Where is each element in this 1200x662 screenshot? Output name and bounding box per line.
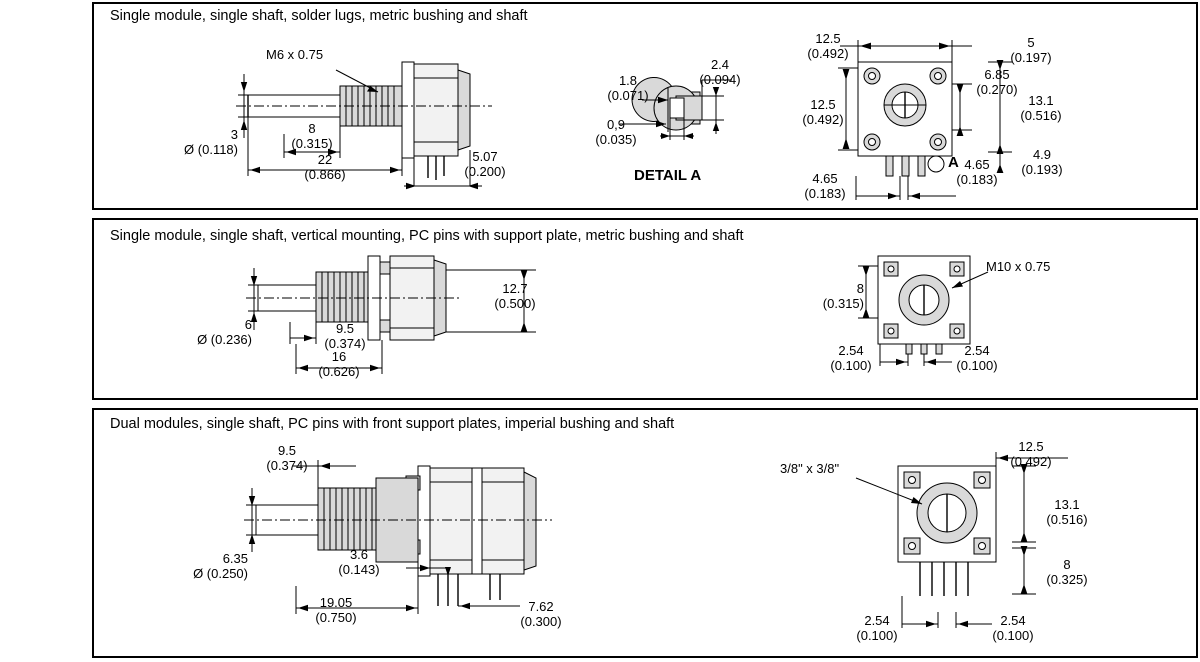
dim-1905-0750: 19.05 (0.750)	[315, 595, 357, 625]
dim-24-0094: 2.4 (0.094)	[699, 57, 741, 87]
dim-5-0197: 5 (0.197)	[1010, 35, 1052, 65]
dim-125-0492-top: 12.5 (0.492)	[807, 31, 849, 61]
dim-22-0866: 22 (0.866)	[304, 152, 346, 182]
dim-254-0100-left-p2: 2.54 (0.100)	[830, 343, 872, 373]
dim-507-0200: 5.07 (0.200)	[464, 149, 506, 179]
dim-254-0100-right-p2: 2.54 (0.100)	[956, 343, 998, 373]
detail-a-reference: A	[948, 154, 959, 171]
dim-254-0100-left-p3: 2.54 (0.100)	[856, 613, 898, 643]
panel-1-title: Single module, single shaft, solder lugs, metric bushing and shaft	[110, 8, 528, 24]
dim-8-0315-p2: 8 (0.315)	[822, 281, 864, 311]
dim-18-0071: 1.8 (0.071)	[607, 73, 649, 103]
dim-125-0492-left: 12.5 (0.492)	[802, 97, 844, 127]
dim-8-0325: 8 (0.325)	[1046, 557, 1088, 587]
dim-125-0492-p3: 12.5 (0.492)	[1010, 439, 1052, 469]
dim-shaft-diameter-3: 6.35 Ø (0.250)	[193, 551, 248, 581]
dim-imperial-bushing: 3/8" x 3/8"	[780, 461, 840, 476]
dim-131-0516-p3: 13.1 (0.516)	[1046, 497, 1088, 527]
dim-16-0626: 16 (0.626)	[318, 349, 360, 379]
dim-762-0300: 7.62 (0.300)	[520, 599, 562, 629]
dim-m6-thread: M6 x 0.75	[266, 47, 324, 62]
dim-254-0100-right-p3: 2.54 (0.100)	[992, 613, 1034, 643]
dim-95-0374-p2: 9.5 (0.374)	[324, 321, 366, 351]
dim-09-0035: 0,9 (0.035)	[595, 117, 637, 147]
dim-127-0500: 12.7 (0.500)	[494, 281, 536, 311]
panel-2-title: Single module, single shaft, vertical mounting, PC pins with support plate, metric bushing and shaft	[110, 228, 744, 244]
panel-3-title: Dual modules, single shaft, PC pins with front support plates, imperial bushing and shaft	[110, 416, 675, 432]
detail-a-caption: DETAIL A	[634, 167, 702, 184]
dim-95-0374-p3: 9.5 (0.374)	[266, 443, 308, 473]
dim-49-0193: 4.9 (0.193)	[1021, 147, 1063, 177]
dim-131-0516: 13.1 (0.516)	[1020, 93, 1062, 123]
dim-m10-thread: M10 x 0.75	[986, 259, 1051, 274]
dim-465-0183-right: 4.65 (0.183)	[956, 157, 998, 187]
dim-465-0183-left: 4.65 (0.183)	[804, 171, 846, 201]
dim-shaft-diameter-1: 3 Ø (0.118)	[184, 127, 238, 157]
dim-8-0315: 8 (0.315)	[291, 121, 333, 151]
dim-685-0270: 6.85 (0.270)	[976, 67, 1018, 97]
dim-36-0143: 3.6 (0.143)	[338, 547, 380, 577]
dim-shaft-diameter-2: 6 Ø (0.236)	[197, 317, 252, 347]
